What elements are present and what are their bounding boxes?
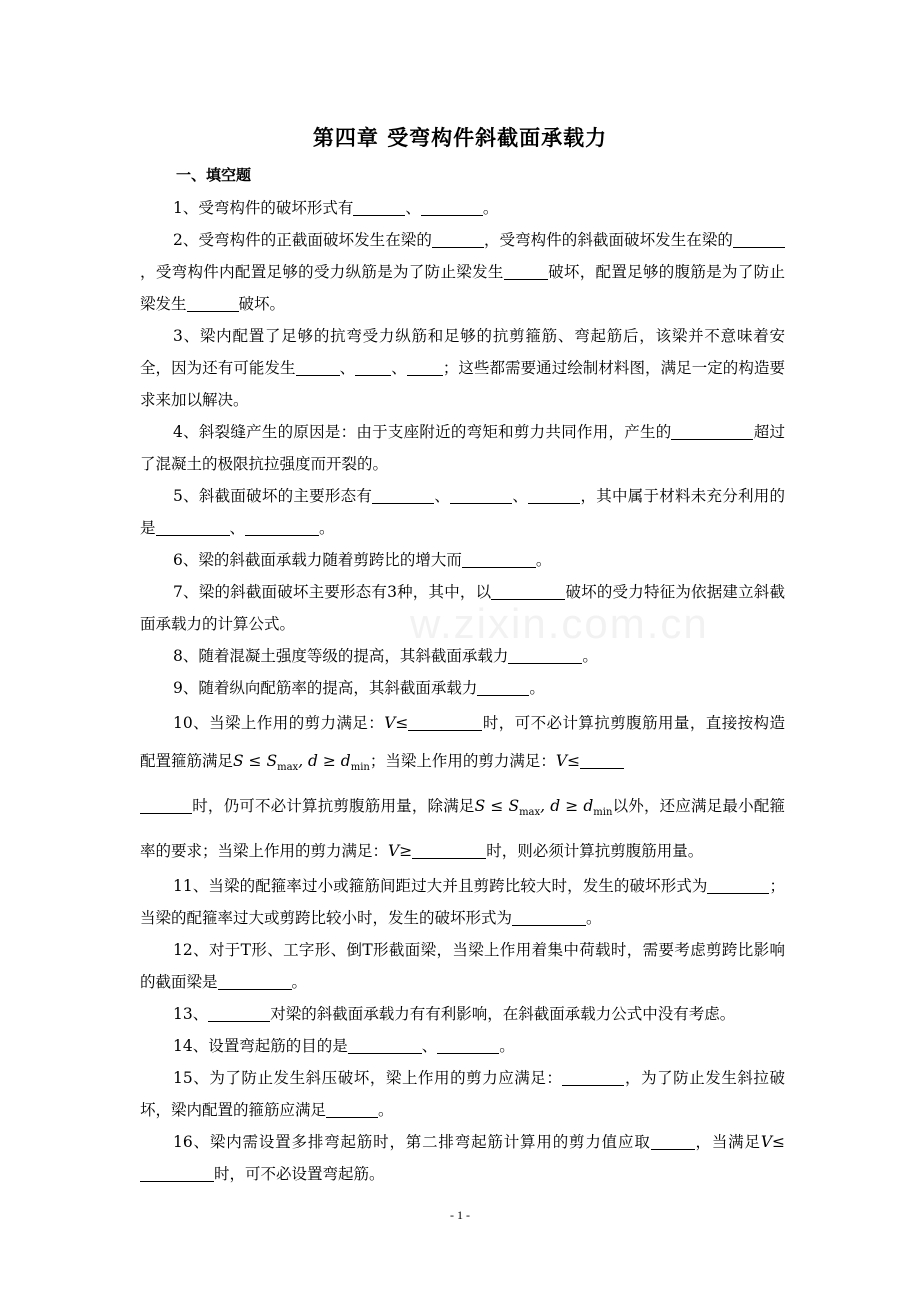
section-heading: 一、填空题 [176, 166, 252, 184]
answer-blank[interactable] [408, 715, 482, 732]
question-4: 4、斜裂缝产生的原因是：由于支座附近的弯矩和剪力共同作用，产生的 超过了混凝土的极限抗拉强度而开裂的。 [140, 423, 785, 473]
question-3: 3、梁内配置了足够的抗弯受力纵筋和足够的抗剪箍筋、弯起筋后，该梁并不意味着安全，因为还有可能发生 、 、 ；这些都需要通过绘制材料图，满足一定的构造要求来加以解决。 [140, 327, 785, 409]
answer-blank[interactable] [208, 1006, 270, 1023]
page-title: 第四章 受弯构件斜截面承载力 [312, 126, 608, 150]
spacing-formula: $S \le S_{max}$, $d \ge d_{min}$ [233, 752, 370, 774]
question-12: 12、对于T形、工字形、倒T形截面梁，当梁上作用着集中荷载时，需要考虑剪跨比影响的截面梁是 。 [140, 941, 785, 992]
question-11: 11、当梁的配箍率过小或箍筋间距过大并且剪跨比较大时，发生的破坏形式为 ；当梁的配箍率过大或剪跨比较小时，发生的破坏形式为 。 [140, 877, 785, 928]
answer-blank[interactable] [508, 648, 582, 665]
answer-blank[interactable] [245, 520, 319, 537]
answer-blank[interactable] [671, 424, 753, 441]
answer-blank[interactable] [348, 1038, 422, 1055]
answer-blank[interactable] [477, 680, 529, 697]
answer-blank[interactable] [353, 200, 405, 217]
question-5: 5、斜截面破坏的主要形态有 、 、 ，其中属于材料未充分利用的是 、 。 [140, 487, 785, 537]
answer-blank[interactable] [156, 520, 230, 537]
question-8: 8、随着混凝土强度等级的提高，其斜截面承载力 。 [173, 647, 598, 665]
question-16: 16、梁内需设置多排弯起筋时，第二排弯起筋计算用的剪力值应取 ，当满足V≤时，可不必设置弯起筋。 [140, 1126, 785, 1190]
watermark: w.zixin.com.cn [410, 600, 709, 647]
answer-blank[interactable] [491, 584, 565, 601]
question-9: 9、随着纵向配筋率的提高，其斜截面承载力 。 [173, 679, 545, 697]
page-number: - 1 - [450, 1208, 470, 1222]
answer-blank[interactable] [412, 843, 486, 860]
answer-blank[interactable] [651, 1134, 695, 1151]
answer-blank[interactable] [504, 264, 548, 281]
answer-blank[interactable] [562, 1070, 624, 1087]
answer-blank[interactable] [326, 1102, 378, 1119]
question-6: 6、梁的斜截面承载力随着剪跨比的增大而 。 [173, 551, 552, 569]
answer-blank[interactable] [140, 798, 192, 815]
answer-blank[interactable] [187, 296, 239, 313]
answer-blank[interactable] [462, 552, 536, 569]
question-list [140, 192, 785, 1190]
spacing-formula: $S \le S_{max}$, $d \ge d_{min}$ [474, 797, 613, 819]
question-14: 14、设置弯起筋的目的是 、 。 [173, 1037, 515, 1056]
answer-blank[interactable] [512, 910, 586, 927]
answer-blank[interactable] [140, 1166, 214, 1183]
answer-blank[interactable] [296, 360, 340, 377]
answer-blank[interactable] [437, 1038, 499, 1055]
answer-blank[interactable] [432, 232, 484, 249]
answer-blank[interactable] [450, 488, 512, 505]
answer-blank[interactable] [733, 232, 785, 249]
answer-blank[interactable] [421, 200, 483, 217]
question-2: 2、受弯构件的正截面破坏发生在梁的 ，受弯构件的斜截面破坏发生在梁的，受弯构件内配置足够的受力纵筋是为了防止梁发生 破坏，配置足够的腹筋是为了防止梁发生 破坏。 [140, 231, 785, 313]
answer-blank[interactable] [355, 360, 391, 377]
question-1: 1、受弯构件的破坏形式有 、 。 [173, 199, 499, 217]
question-15: 15、为了防止发生斜压破坏，梁上作用的剪力应满足： ，为了防止发生斜拉破坏，梁内配置的箍筋应满足 。 [140, 1069, 785, 1120]
question-10: 10、当梁上作用的剪力满足：V≤ 时，可不必计算抗剪腹筋用量，直接按构造配置箍筋满足$S \le S_{max}$, $d \ge d_{min}$；当梁上作用的剪力满足：V≤ 时，仍可不必计算抗剪腹筋用量，除满足$S \le S_{max}$, $d \ge d_{min}$以外，还应满足最小配箍率的要求；当梁上作用的剪力满足：V≥ 时，则必须计算抗剪腹筋用量。 [140, 714, 785, 861]
question-7: 7、梁的斜截面破坏主要形态有3种，其中，以 破坏的受力特征为依据建立斜截面承载力的计算公式。 [140, 583, 785, 633]
answer-blank[interactable] [707, 878, 769, 895]
answer-blank[interactable] [218, 974, 292, 991]
answer-blank[interactable] [407, 360, 443, 377]
question-13: 13、 对梁的斜截面承载力有有利影响，在斜截面承载力公式中没有考虑。 [173, 1005, 736, 1024]
answer-blank[interactable] [372, 488, 434, 505]
answer-blank[interactable] [528, 488, 580, 505]
answer-blank[interactable] [580, 753, 624, 770]
